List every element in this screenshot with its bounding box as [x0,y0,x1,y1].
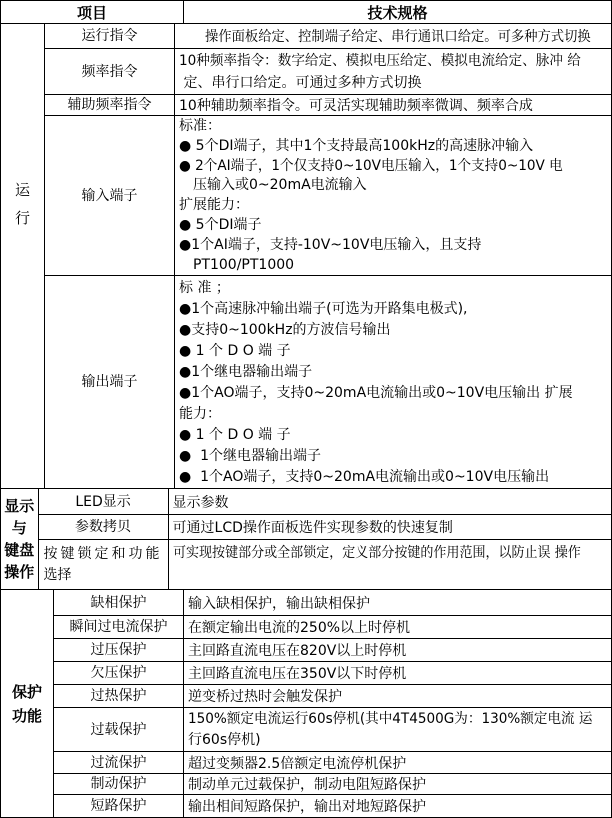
spec-line: ● 2个AI端子，1个仅支持0~10V电压输入，1个支持0~10V 电 [179,157,563,174]
row-spec [169,540,611,589]
row-label: 输出端子 [45,276,175,488]
spec-line: ●支持0~100kHz的方波信号输出 [179,322,391,338]
category-run [1,24,45,488]
row-label: 频率指令 [45,49,175,94]
row-spec [184,616,611,638]
spec-line: 主回路直流电压在350V以下时停机 [188,666,407,682]
row-spec [184,795,611,817]
spec-line: 标准： [179,118,221,134]
row-braking-protection [54,774,611,795]
row-label: 缺相保护 [54,590,184,615]
row-label: 辅助频率指令 [45,95,175,115]
row-label: 参数拷贝 [39,515,169,539]
section-protection [1,590,611,817]
row-spec [184,774,611,794]
category-display-keyboard [1,489,39,589]
spec-line: 10种频率指令：数字给定、模拟电压给定、模拟电流给定、脉冲 给 [179,52,581,69]
row-label: 输入端子 [45,116,175,275]
spec-line: ●1个高速脉冲输出端子(可选为开路集电极式), [179,301,468,317]
spec-line: 150%额定电流运行60s停机(其中4T4500G为：130%额定电流 运 [188,710,593,727]
row-spec [184,708,611,751]
row-overvoltage-protection [54,639,611,662]
row-overcurrent-protection [54,752,611,774]
row-label: 瞬间过电流保护 [54,616,184,638]
row-label-line: 选择 [43,567,72,583]
row-parameter-copy [39,515,611,540]
category-label: 保护 [11,682,42,701]
section-run [1,24,611,489]
spec-line: ●1个AI端子，支持-10V~10V电压输入，且支持 [179,236,482,253]
table-header-row [1,1,611,24]
row-undervoltage-protection [54,662,611,685]
row-label: 过载保护 [54,708,184,751]
row-spec [184,639,611,661]
row-label [39,540,169,589]
spec-line: 定、串行口给定。可通过多种方式切换 [179,74,422,91]
row-label: 过热保护 [54,685,184,707]
row-spec [184,590,611,615]
row-spec [184,685,611,707]
row-spec [175,276,611,488]
spec-line: 显示参数 [172,494,229,511]
spec-line: 能力： [179,406,221,422]
section-display-keyboard [1,489,611,590]
row-label-line: 按键锁定和功能 [43,546,163,562]
spec-line: ● 1 个 D O 端 子 [179,427,291,443]
category-label: 键盘 [4,541,35,559]
header-item-cell: 项目 [1,1,184,23]
spec-line: ●1个AO端子，支持0~20mA电流输出或0~10V电压输出 扩展 [179,385,573,401]
spec-line: ●1个继电器输出端子 [179,364,313,380]
category-label: 与 [11,519,27,537]
row-run-command [45,24,611,49]
row-key-lock-function-select [39,540,611,589]
row-label: 过流保护 [54,752,184,773]
category-label: 功能 [11,706,42,725]
spec-line: 10种辅助频率指令。可灵活实现辅助频率微调、频率合成 [179,98,533,114]
row-spec [175,49,611,94]
row-label: 过压保护 [54,639,184,661]
category-label: 行 [14,209,30,227]
spec-line: 主回路直流电压在820V以上时停机 [188,643,407,659]
category-protection [1,590,54,817]
row-short-circuit-protection [54,795,611,817]
spec-line: 制动单元过载保护，制动电阻短路保护 [188,777,426,793]
row-label: 短路保护 [54,795,184,817]
row-phase-loss-protection [54,590,611,616]
row-label: 制动保护 [54,774,184,794]
spec-line: 输入缺相保护，输出缺相保护 [188,595,370,612]
row-instant-overcurrent-protection [54,616,611,639]
spec-line: 可通过LCD操作面板选件实现参数的快速复制 [172,520,453,536]
spec-line: 标 准 ； [179,280,230,296]
header-spec-cell: 技术规格 [367,3,428,22]
spec-line: 扩展能力： [179,197,249,214]
spec-line: 操作面板给定、控制端子给定、串行通讯口给定。可多种方式切换 [205,29,591,45]
row-output-terminals [45,276,611,488]
spec-line: ● 1 个 D O 端 子 [179,343,291,359]
spec-line: ● 5个DI端子，其中1个支持最高100kHz的高速脉冲输入 [179,137,534,154]
row-spec [175,95,611,115]
spec-line: PT100/PT1000 [193,256,295,273]
row-overload-protection [54,708,611,752]
row-spec [169,515,611,539]
row-led-display [39,489,611,515]
spec-line: 输出相间短路保护，输出对地短路保护 [188,799,426,815]
category-label: 显示 [4,497,35,515]
row-spec [169,489,611,514]
category-label: 操作 [4,563,35,581]
spec-line: 逆变桥过热时会触发保护 [188,689,342,705]
row-spec [184,662,611,684]
row-frequency-command [45,49,611,95]
row-overheat-protection [54,685,611,708]
spec-line: 在额定输出电流的250%以上时停机 [188,620,411,636]
spec-line: 行60s停机) [188,731,261,748]
row-aux-frequency-command [45,95,611,116]
row-label: 运行指令 [45,24,175,48]
row-input-terminals [45,116,611,276]
spec-line: ● 1个继电器输出端子 [179,448,322,464]
spec-line: ● 1个AO端子，支持0~20mA电流输出或0~10V电压输出 [179,469,550,485]
row-spec [175,24,611,48]
category-label: 运 [14,181,30,199]
spec-line: 压输入或0~20mA电流输入 [193,177,367,194]
spec-line: ● 5个DI端子 [179,216,262,233]
row-spec [184,752,611,773]
spec-line: 可实现按键部分或全部锁定，定义部分按键的作用范围，以防止误 操作 [172,545,581,561]
spec-line: 超过变频器2.5倍额定电流停机保护 [188,755,407,772]
row-label: LED显示 [39,489,169,514]
row-label: 欠压保护 [54,662,184,684]
row-spec [175,116,611,275]
